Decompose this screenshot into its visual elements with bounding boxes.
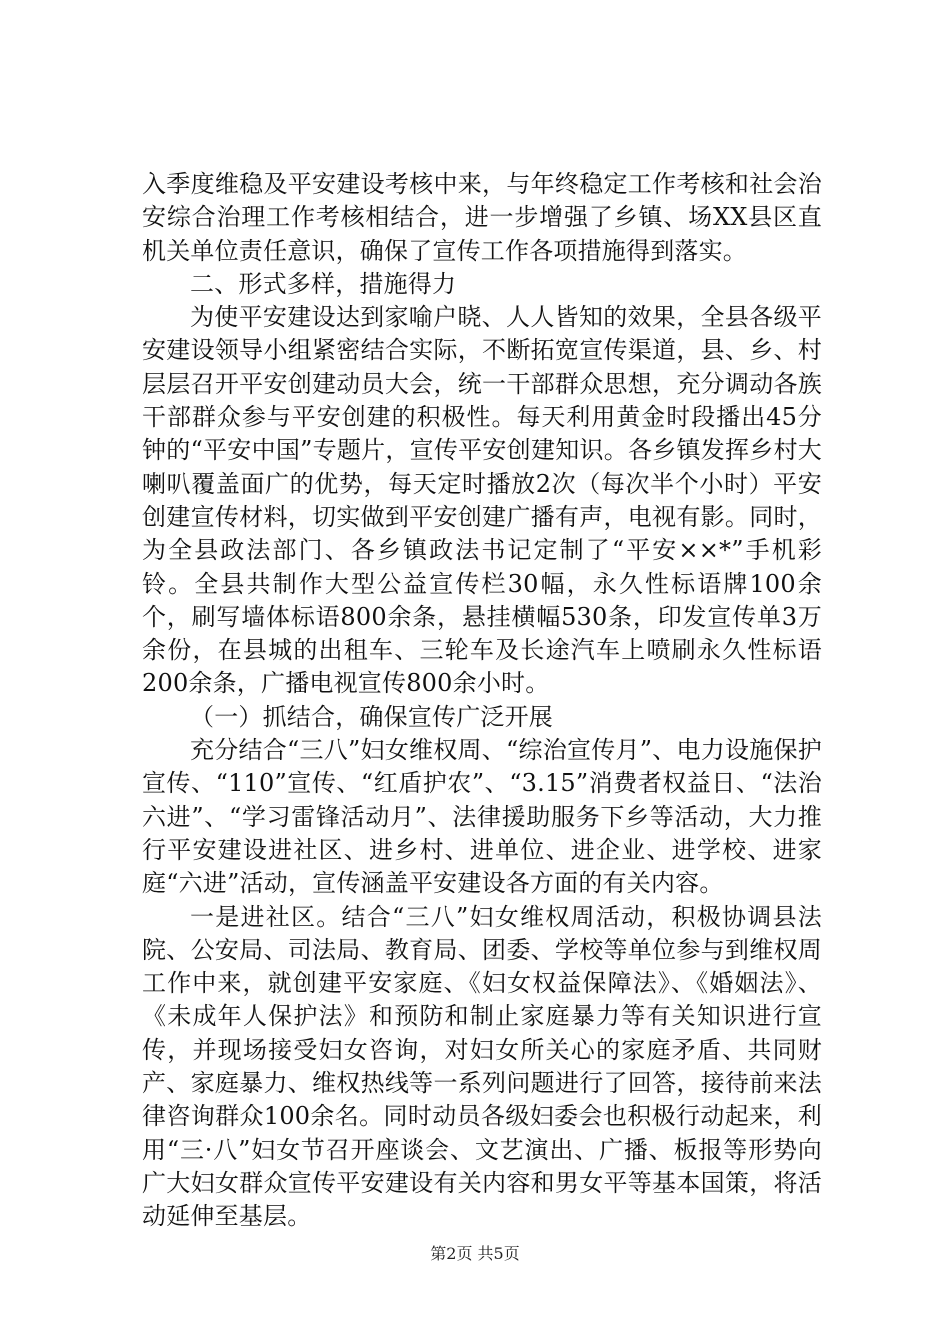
document-body xyxy=(142,168,822,1234)
subsection-heading: （一）抓结合，确保宣传广泛开展 xyxy=(190,702,553,731)
paragraph-publicity-measures: 为使平安建设达到家喻户晓、人人皆知的效果，全县各级平安建设领导小组紧密结合实际，不断拓宽宣传渠道，县、乡、村层层召开平安创建动员大会，统一干部群众思想，充分调动各族干部群众参与平安创建的积极性。每天利用黄金时段播出45分钟的“平安中国”专题片，宣传平安创建知识。各乡镇发挥乡村大喇叭覆盖面广的优势，每天定时播放2次（每次半个小时）平安创建宣传材料，切实做到平安创建广播有声，电视有影。同时，为全县政法部门、各乡镇政法书记定制了“平安××*”手机彩铃。全县共制作大型公益宣传栏30幅，永久性标语牌100余个，刷写墙体标语800余条，悬挂横幅530条，印发宣传单3万余份，在县城的出租车、三轮车及长途汽车上喷刷永久性标语200余条，广播电视宣传800余小时。 xyxy=(142,303,822,698)
paragraph-community: 一是进社区。结合“三八”妇女维权周活动，积极协调县法院、公安局、司法局、教育局、团委、学校等单位参与到维权周工作中来，就创建平安家庭、《妇女权益保障法》、《婚姻法》、《未成年人保护法》和预防和制止家庭暴力等有关知识进行宣传，并现场接受妇女咨询，对妇女所关心的家庭矛盾、共同财产、家庭暴力、维权热线等一系列问题进行了回答，接待前来法律咨询群众100余名。同时动员各级妇委会也积极行动起来，利用“三·八”妇女节召开座谈会、文艺演出、广播、板报等形势向广大妇女群众宣传平安建设有关内容和男女平等基本国策，将活动延伸至基层。 xyxy=(142,902,822,1231)
paragraph-combined-activities: 充分结合“三八”妇女维权周、“综治宣传月”、电力设施保护宣传、“110”宣传、“红盾护农”、“3.15”消费者权益日、“法治六进”、“学习雷锋活动月”、法律援助服务下乡等活动，大力推行平安建设进社区、进乡村、进单位、进企业、进学校、进家庭“六进”活动，宣传涵盖平安建设各方面的有关内容。 xyxy=(142,736,822,898)
continuation-paragraph: 入季度维稳及平安建设考核中来，与年终稳定工作考核和社会治安综合治理工作考核相结合，进一步增强了乡镇、场XX县区直机关单位责任意识，确保了宣传工作各项措施得到落实。 xyxy=(142,170,822,265)
page-footer: 第2页 共5页 xyxy=(430,1244,520,1263)
section-heading: 二、形式多样，措施得力 xyxy=(190,269,457,298)
